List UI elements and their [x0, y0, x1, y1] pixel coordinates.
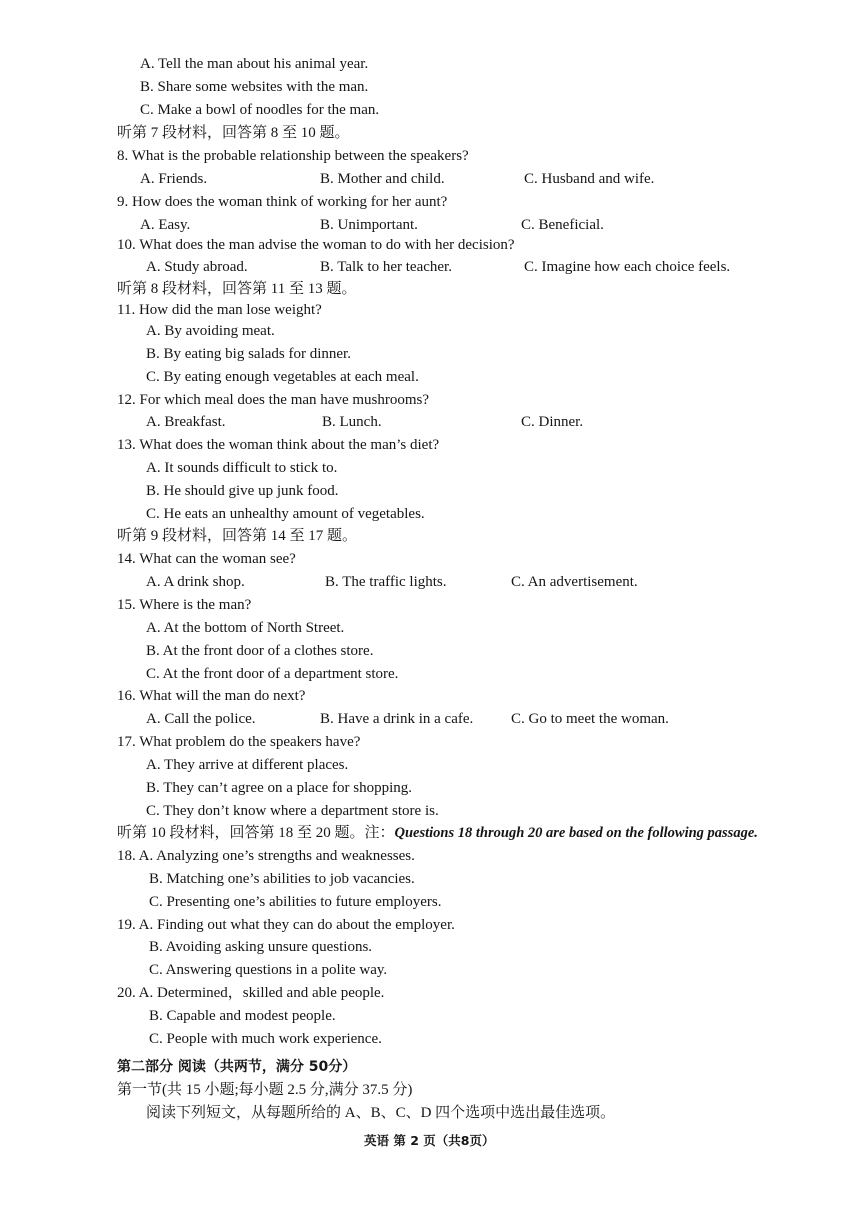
q20-option-c: C. People with much work experience.	[149, 1031, 382, 1047]
q12-stem: 12. For which meal does the man have mushrooms?	[117, 392, 430, 408]
q11-stem: 11. How did the man lose weight?	[117, 302, 322, 318]
q12-option-c: C. Dinner.	[521, 414, 584, 430]
q19-option-c: C. Answering questions in a polite way.	[149, 962, 388, 978]
q8-stem: 8. What is the probable relationship between the speakers?	[117, 148, 469, 164]
q12-option-b: B. Lunch.	[322, 414, 382, 430]
q16-stem: 16. What will the man do next?	[117, 688, 306, 704]
q17-stem: 17. What problem do the speakers have?	[117, 734, 361, 750]
q10-option-b: B. Talk to her teacher.	[320, 259, 452, 275]
q11-option-c: C. By eating enough vegetables at each meal.	[146, 369, 419, 385]
q17-option-c: C. They don’t know where a department store is.	[146, 803, 439, 819]
q17-option-b: B. They can’t agree on a place for shopping.	[146, 780, 413, 796]
q14-stem: 14. What can the woman see?	[117, 551, 296, 567]
q10-option-c: C. Imagine how each choice feels.	[524, 259, 731, 275]
q10-stem: 10. What does the man advise the woman to do with her decision?	[117, 237, 515, 253]
q12-option-a: A. Breakfast.	[146, 414, 226, 430]
q9-stem: 9. How does the woman think of working for her aunt?	[117, 194, 448, 210]
q10-option-a: A. Study abroad.	[146, 259, 248, 275]
q20-option-b: B. Capable and modest people.	[149, 1008, 336, 1024]
q9-option-b: B. Unimportant.	[320, 217, 418, 233]
q16-option-b: B. Have a drink in a cafe.	[320, 711, 474, 727]
part-2-instruction: 阅读下列短文，从每题所给的 A、B、C、D 四个选项中选出最佳选项。	[146, 1105, 616, 1121]
q8-option-a: A. Friends.	[140, 171, 208, 187]
part-2-section-1: 第一节(共 15 小题;每小题 2.5 分,满分 37.5 分)	[117, 1082, 413, 1098]
section-7-heading: 听第 7 段材料，回答第 8 至 10 题。	[117, 125, 350, 141]
q7-option-c: C. Make a bowl of noodles for the man.	[140, 102, 380, 118]
q8-option-b: B. Mother and child.	[320, 171, 445, 187]
q14-option-b: B. The traffic lights.	[325, 574, 447, 590]
q19-option-b: B. Avoiding asking unsure questions.	[149, 939, 373, 955]
q16-option-c: C. Go to meet the woman.	[511, 711, 669, 727]
q18-option-c: C. Presenting one’s abilities to future employers.	[149, 894, 442, 910]
q14-option-a: A. A drink shop.	[146, 574, 245, 590]
q16-option-a: A. Call the police.	[146, 711, 256, 727]
q8-option-c: C. Husband and wife.	[524, 171, 655, 187]
q11-option-b: B. By eating big salads for dinner.	[146, 346, 351, 362]
section-10-heading-cn: 听第 10 段材料，回答第 18 至 20 题。注：	[117, 825, 395, 841]
q9-option-c: C. Beneficial.	[521, 217, 604, 233]
q18-option-b: B. Matching one’s abilities to job vacancies.	[149, 871, 415, 887]
q11-option-a: A. By avoiding meat.	[146, 323, 275, 339]
q15-stem: 15. Where is the man?	[117, 597, 252, 613]
q19-option-a: 19. A. Finding out what they can do about the employer.	[117, 917, 455, 933]
q18-option-a: 18. A. Analyzing one’s strengths and weaknesses.	[117, 848, 415, 864]
section-9-heading: 听第 9 段材料，回答第 14 至 17 题。	[117, 528, 358, 544]
q14-option-c: C. An advertisement.	[511, 574, 638, 590]
section-10-heading-en: Questions 18 through 20 are based on the following passage.	[394, 825, 758, 841]
q13-option-c: C. He eats an unhealthy amount of vegetables.	[146, 506, 425, 522]
q7-option-b: B. Share some websites with the man.	[140, 79, 369, 95]
section-10-heading	[117, 823, 758, 843]
q15-option-c: C. At the front door of a department store.	[146, 666, 399, 682]
q15-option-a: A. At the bottom of North Street.	[146, 620, 345, 636]
q17-option-a: A. They arrive at different places.	[146, 757, 349, 773]
q13-option-a: A. It sounds difficult to stick to.	[146, 460, 338, 476]
section-8-heading: 听第 8 段材料，回答第 11 至 13 题。	[117, 281, 357, 297]
q7-option-a: A. Tell the man about his animal year.	[140, 56, 369, 72]
q15-option-b: B. At the front door of a clothes store.	[146, 643, 374, 659]
q13-option-b: B. He should give up junk food.	[146, 483, 339, 499]
page-footer: 英语 第 2 页（共8页）	[364, 1133, 495, 1148]
q20-option-a: 20. A. Determined，skilled and able people.	[117, 985, 385, 1001]
q13-stem: 13. What does the woman think about the man’s diet?	[117, 437, 440, 453]
q9-option-a: A. Easy.	[140, 217, 191, 233]
part-2-title: 第二部分 阅读（共两节，满分 50分）	[117, 1059, 357, 1075]
